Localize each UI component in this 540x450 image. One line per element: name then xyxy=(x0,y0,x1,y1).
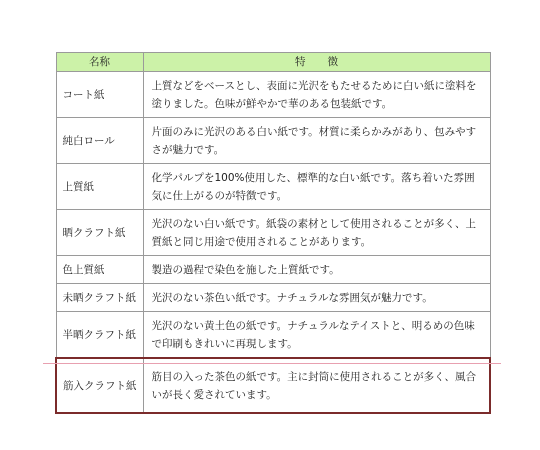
row-name: 未晒クラフト紙 xyxy=(56,284,143,312)
table-row xyxy=(56,284,490,312)
table-row xyxy=(56,312,490,359)
row-description: 化学パルプを100%使用した、標準的な白い紙です。落ち着いた雰囲気に仕上がるのが特徴です。 xyxy=(143,164,490,210)
row-description: 製造の過程で染色を施した上質紙です。 xyxy=(143,256,490,284)
table-row xyxy=(56,164,490,210)
paper-types-table-container xyxy=(55,52,489,414)
table-row-highlighted xyxy=(56,358,490,413)
table-row xyxy=(56,118,490,164)
row-name: 筋入クラフト紙 xyxy=(56,358,143,413)
table-row xyxy=(56,256,490,284)
highlight-divider-line xyxy=(43,363,501,364)
table-row xyxy=(56,72,490,118)
row-name: 半晒クラフト紙 xyxy=(56,312,143,359)
row-description: 筋目の入った茶色の紙です。主に封筒に使用されることが多く、風合いが長く愛されています。 xyxy=(143,358,490,413)
row-description: 光沢のない黄土色の紙です。ナチュラルなテイストと、明るめの色味で印刷もきれいに再現します。 xyxy=(143,312,490,359)
table-header-row xyxy=(56,53,490,72)
header-name: 名称 xyxy=(56,53,143,72)
paper-types-table xyxy=(55,52,491,414)
row-description: 光沢のない茶色い紙です。ナチュラルな雰囲気が魅力です。 xyxy=(143,284,490,312)
row-description: 光沢のない白い紙です。紙袋の素材として使用されることが多く、上質紙と同じ用途で使用されることがあります。 xyxy=(143,210,490,256)
row-description: 上質などをベースとし、表面に光沢をもたせるために白い紙に塗料を塗りました。色味が鮮やかで華のある包装紙です。 xyxy=(143,72,490,118)
row-name: 色上質紙 xyxy=(56,256,143,284)
row-name: 晒クラフト紙 xyxy=(56,210,143,256)
table-row xyxy=(56,210,490,256)
row-name: 純白ロール xyxy=(56,118,143,164)
row-name: コート紙 xyxy=(56,72,143,118)
row-description: 片面のみに光沢のある白い紙です。材質に柔らかみがあり、包みやすさが魅力です。 xyxy=(143,118,490,164)
header-features: 特徴 xyxy=(143,53,490,72)
row-name: 上質紙 xyxy=(56,164,143,210)
